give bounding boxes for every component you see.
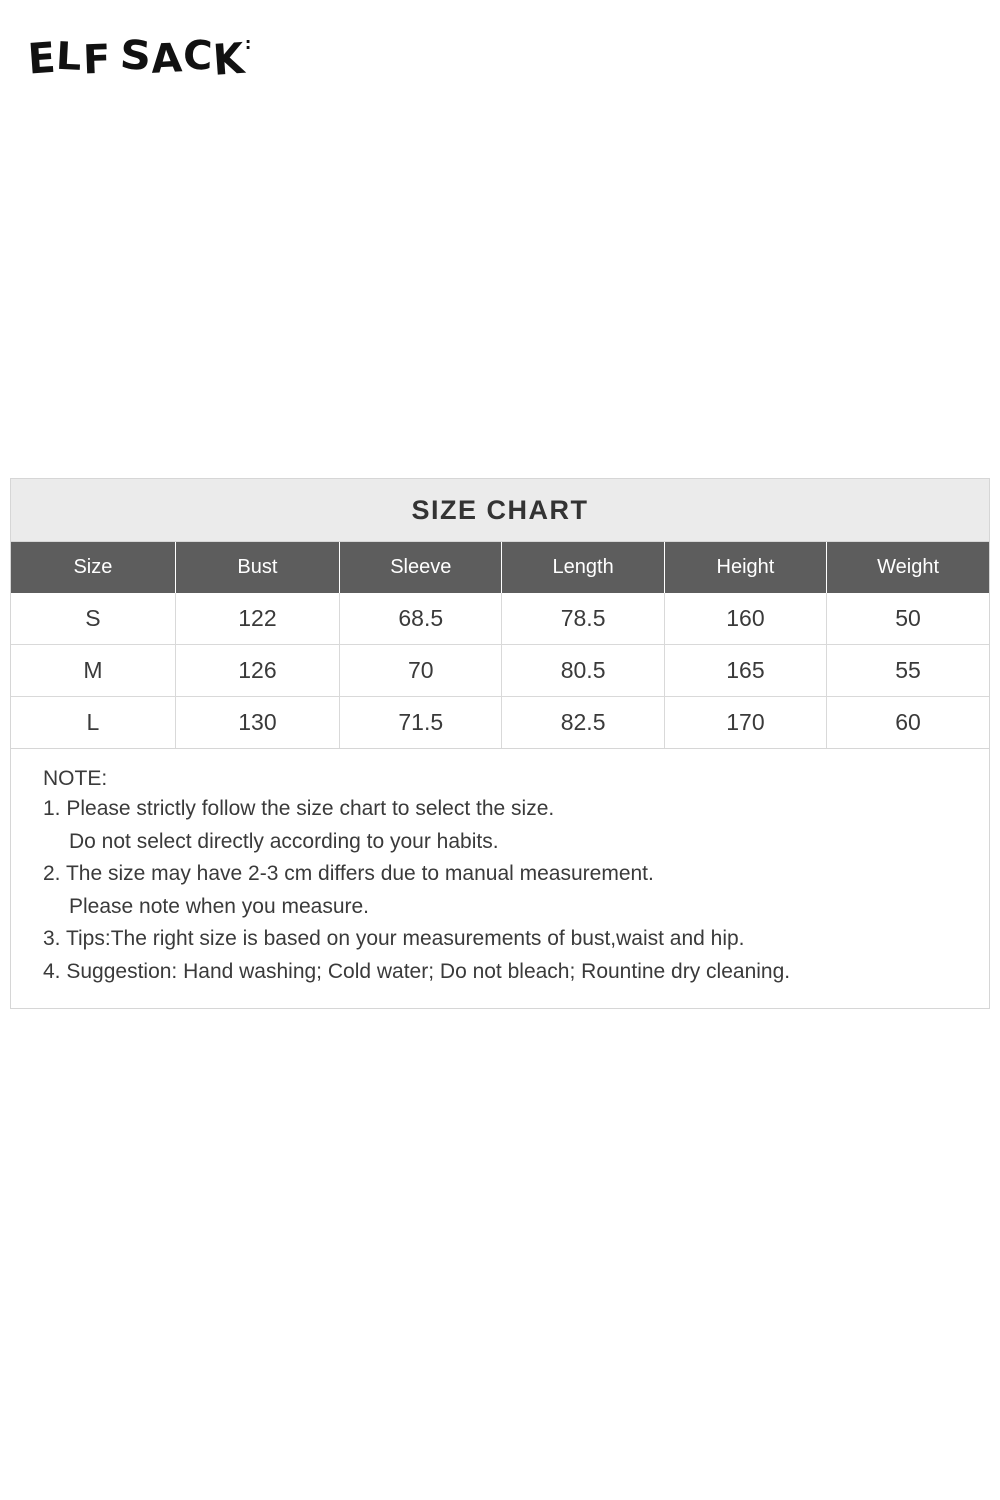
column-header-length: Length: [502, 542, 664, 593]
column-header-bust: Bust: [175, 542, 339, 593]
note-line-2b: Please note when you measure.: [69, 894, 370, 918]
table-row: [11, 645, 989, 697]
note-line-4: 4. Suggestion: Hand washing; Cold water; Do not bleach; Rountine dry cleaning.: [43, 959, 791, 983]
note-section: [11, 748, 989, 1008]
brand-letter-e: E: [26, 33, 59, 85]
column-header-height: Height: [664, 542, 826, 593]
cell-bust: 122: [175, 593, 339, 645]
cell-size: S: [11, 593, 175, 645]
cell-height: 170: [664, 697, 826, 749]
brand-letter-f: F: [82, 36, 113, 84]
brand-dots-icon: :: [244, 34, 253, 53]
note-line-3: 3. Tips:The right size is based on your measurements of bust,waist and hip.: [43, 927, 745, 951]
cell-sleeve: 70: [340, 645, 502, 697]
cell-height: 160: [664, 593, 826, 645]
brand-logo: [26, 31, 253, 86]
cell-sleeve: 68.5: [340, 593, 502, 645]
note-line-1: 1. Please strictly follow the size chart to select the size.: [43, 797, 555, 820]
cell-height: 165: [664, 645, 826, 697]
cell-length: 78.5: [502, 593, 664, 645]
cell-size: L: [11, 697, 175, 749]
note-line-2: 2. The size may have 2-3 cm differs due to manual measurement.: [43, 862, 654, 886]
table-row: [11, 697, 989, 749]
size-chart-title: SIZE CHART: [11, 479, 989, 542]
cell-length: 80.5: [502, 645, 664, 697]
size-chart-table: [11, 542, 989, 748]
brand-letter-s: S: [118, 31, 154, 81]
table-row: [11, 593, 989, 645]
brand-letter-k: K: [211, 34, 248, 86]
brand-letter-l: L: [55, 34, 85, 80]
note-title: NOTE:: [43, 767, 108, 790]
column-header-size: Size: [11, 542, 175, 593]
note-line-1b: Do not select directly according to your habits.: [69, 829, 499, 853]
cell-bust: 126: [175, 645, 339, 697]
cell-weight: 50: [827, 593, 989, 645]
cell-bust: 130: [175, 697, 339, 749]
cell-sleeve: 71.5: [340, 697, 502, 749]
cell-size: M: [11, 645, 175, 697]
cell-weight: 55: [827, 645, 989, 697]
brand-letter-a: A: [149, 35, 185, 83]
table-header-row: [11, 542, 989, 593]
size-chart-card: [10, 478, 990, 1009]
cell-length: 82.5: [502, 697, 664, 749]
brand-letter-c: C: [182, 32, 215, 80]
cell-weight: 60: [895, 709, 921, 735]
column-header-weight: Weight: [827, 542, 989, 593]
column-header-sleeve: Sleeve: [340, 542, 502, 593]
